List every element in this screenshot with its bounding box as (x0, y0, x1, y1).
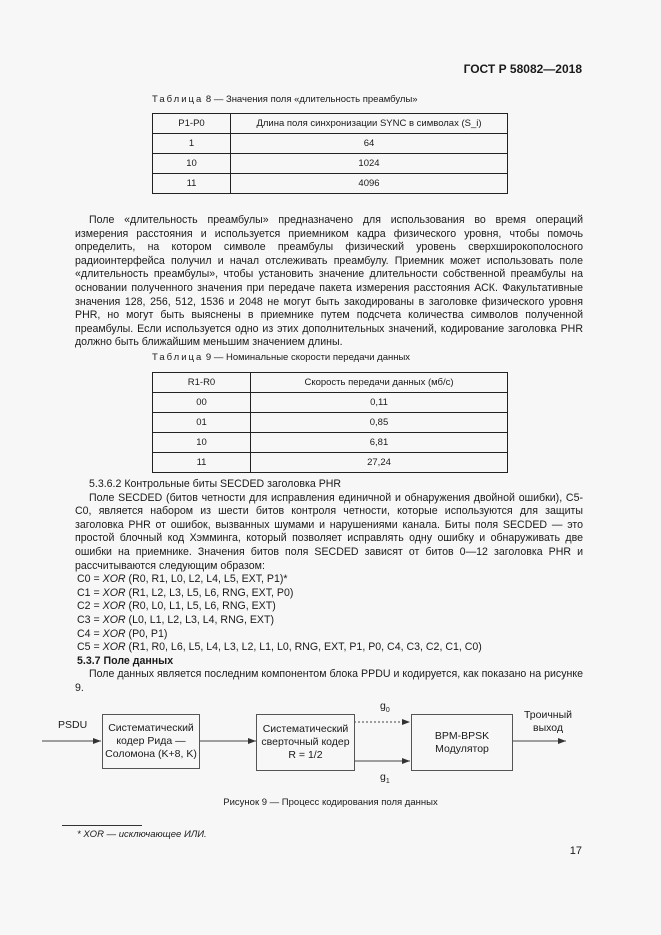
formula-args: (L0, L1, L2, L3, L4, RNG, EXT) (125, 613, 274, 626)
figure-caption: Рисунок 9 — Процесс кодирования поля данных (223, 797, 438, 808)
cell: 6,81 (251, 433, 508, 453)
cell: 0,85 (251, 413, 508, 433)
formula-lhs: C1 = (77, 586, 103, 599)
table-label: Таблица (152, 94, 204, 105)
table-title: 8 — Значения поля «длительность преамбулы» (205, 94, 418, 105)
g0-label: $g_0$ (380, 700, 390, 715)
table-label: Таблица (152, 352, 204, 363)
cell: 00 (153, 393, 251, 413)
formula (75, 573, 583, 587)
table-row (153, 174, 508, 194)
standard-header: ГОСТ Р 58082—2018 (463, 62, 582, 76)
formula-args: (R0, L0, L1, L5, L6, RNG, EXT) (125, 600, 276, 613)
table-row (153, 393, 508, 413)
cell: 0,11 (251, 393, 508, 413)
formula-args: (R1, L2, L3, L5, L6, RNG, EXT, P0) (125, 586, 294, 599)
cell: 1024 (231, 154, 508, 174)
table9-caption (152, 352, 410, 363)
formula-args: (R1, R0, L6, L5, L4, L3, L2, L1, L0, RNG, EXT, P1, P0, C4, C3, C2, C1, C0) (125, 641, 482, 654)
cell: 27,24 (251, 453, 508, 473)
paragraph-data-field: Поле данных является последним компонентом блока PPDU и кодируется, как показано на рисунке 9. (75, 668, 583, 694)
g1-sub: 1 (385, 778, 390, 786)
section-heading-5362: 5.3.6.2 Контрольные биты SECDED заголовка PHR (89, 478, 342, 490)
formula (75, 641, 583, 655)
table-row (153, 413, 508, 433)
cell: 4096 (231, 174, 508, 194)
formula-fn: XOR (102, 600, 126, 613)
formula (75, 600, 583, 614)
formula-lhs: C2 = (77, 600, 103, 613)
ternary-output-label: Троичный выход (523, 709, 573, 734)
table8 (152, 113, 508, 194)
col-header: P1-P0 (153, 114, 231, 134)
formula-fn: XOR (102, 613, 126, 626)
table9 (152, 372, 508, 473)
table8-caption (152, 94, 418, 105)
reed-solomon-block: Систематический кодер Рида — Соломона (K+8, K) (102, 714, 200, 769)
psdu-label: PSDU (58, 719, 88, 731)
formula-args: (R0, R1, L0, L2, L4, L5, EXT, P1)* (125, 573, 288, 586)
table-row (153, 134, 508, 154)
cell: 11 (153, 174, 231, 194)
formula-args: (P0, P1) (125, 627, 168, 640)
table-row (153, 433, 508, 453)
paragraph-text: Поле «длительность преамбулы» предназначено для использования во время операций измерения расстояния и используется приемником кадра физического уровня, чтобы помочь определить, на котором символе преамбулы физический уровень сверхширокополосного радиоинтерфейса получил и начал отслеживать преамбулу. Приемник может использовать поле «длительность преамбулы», чтобы установить значение длительности собственной преамбулы на основании полученного значения при передаче пакета измерения расстояния АСК. Факультативные значения 128, 256, 512, 1536 и 2048 не могут быть закодированы в заголовке физического уровня PHR, но могут быть выяснены в приемнике путем подсчета количества символов полученной преамбулы. Если используется одно из этих дополнительных значений, кодирование заголовка PHR должно быть ближайшим меньшим значением длины. (75, 214, 583, 349)
formula-fn: XOR (102, 641, 126, 654)
cell: 10 (153, 433, 251, 453)
bpm-bpsk-modulator-block: BPM-BPSK Модулятор (411, 714, 513, 771)
formula (75, 587, 583, 601)
col-header: Длина поля синхронизации SYNC в символах (S_i) (231, 114, 508, 134)
formula (75, 614, 583, 628)
g1-label: $g_1$ (380, 771, 390, 786)
formula-fn: XOR (102, 586, 126, 599)
footnote: * XOR — исключающее ИЛИ. (77, 829, 207, 840)
convolutional-encoder-block: Систематический сверточный кодер R = 1/2 (256, 714, 355, 771)
section-secded (75, 478, 583, 696)
cell: 11 (153, 453, 251, 473)
paragraph-secded: Поле SECDED (битов четности для исправления единичной и обнаружения двойной ошибки), C5-C0, является набором из шести битов контроля четности, которые используются для защиты заголовка PHR от ошибок, вызванных шумами и нарушениями канала. Биты поля SECDED — это простой блочный код Хэмминга, который позволяет исправлять одну ошибку и обнаруживать две ошибки на приемнике. Значения битов поля SECDED зависят от битов 0—12 заголовка PHR и рассчитываются следующим образом: (75, 491, 583, 572)
formula-lhs: C3 = (77, 613, 103, 626)
formula-fn: XOR (102, 573, 126, 586)
footnote-text: — исключающее ИЛИ. (103, 829, 207, 840)
formula-fn: XOR (102, 627, 126, 640)
paragraph-preamble (75, 214, 583, 350)
footnote-term: XOR (83, 829, 104, 840)
section-heading-537: 5.3.7 Поле данных (77, 654, 174, 667)
cell: 64 (231, 134, 508, 154)
table-row (153, 154, 508, 174)
table-row (153, 453, 508, 473)
figure-9-diagram (40, 695, 600, 795)
col-header: R1-R0 (153, 373, 251, 393)
cell: 1 (153, 134, 231, 154)
table-title: 9 — Номинальные скорости передачи данных (205, 352, 411, 363)
formula (75, 628, 583, 642)
col-header: Скорость передачи данных (мб/с) (251, 373, 508, 393)
cell: 01 (153, 413, 251, 433)
formula-lhs: C0 = (77, 573, 103, 586)
g0-sub: 0 (385, 707, 390, 715)
cell: 10 (153, 154, 231, 174)
formula-lhs: C5 = (77, 641, 103, 654)
page-number: 17 (569, 845, 582, 857)
footnote-divider (62, 825, 142, 826)
formula-lhs: C4 = (77, 627, 103, 640)
